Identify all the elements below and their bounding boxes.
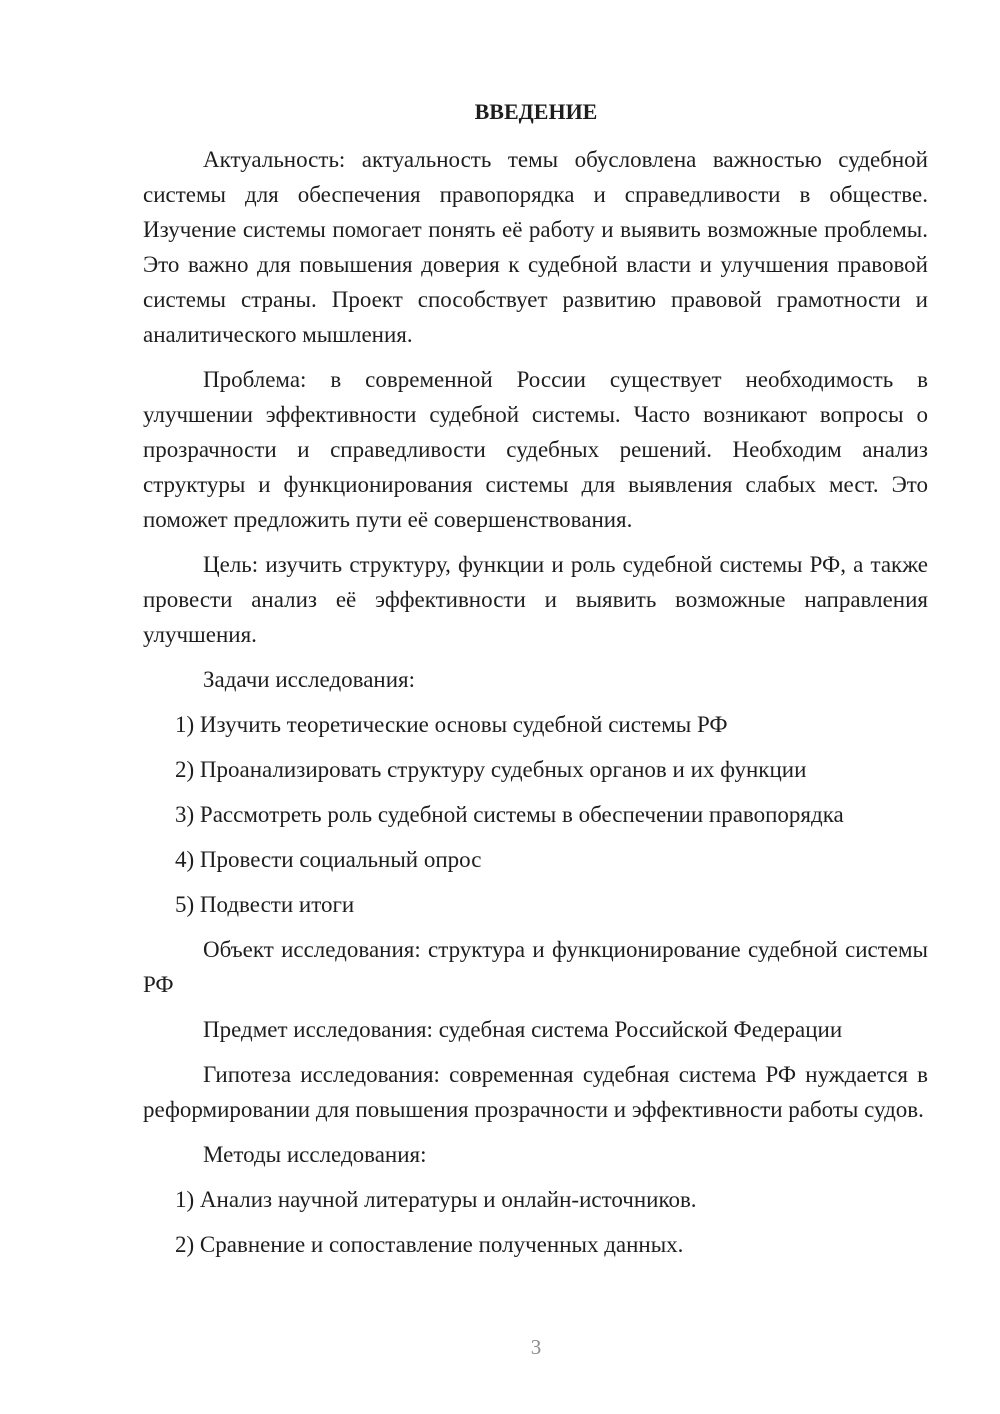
method-item: 1) Анализ научной литературы и онлайн-источников. <box>175 1187 697 1212</box>
tasks-heading: Задачи исследования: <box>203 667 416 692</box>
task-item: 4) Провести социальный опрос <box>175 847 482 872</box>
object-paragraph: Объект исследования: структура и функционирование судебной системы РФ <box>143 937 928 997</box>
relevance-paragraph: Актуальность: актуальность темы обусловлена важностью судебной системы для обеспечения правопорядка и справедливости в обществе. Изучение системы помогает понять её работу и выявить возможные проблемы. Это важно для повышения доверия к судебной власти и улучшения правовой системы страны. Проект способствует развитию правовой грамотности и аналитического мышления. <box>143 147 928 347</box>
document-body <box>143 142 928 1272</box>
task-item: 2) Проанализировать структуру судебных органов и их функции <box>175 757 807 782</box>
task-item: 5) Подвести итоги <box>175 892 355 917</box>
task-item: 1) Изучить теоретические основы судебной системы РФ <box>175 712 728 737</box>
methods-heading: Методы исследования: <box>203 1142 427 1167</box>
subject-paragraph: Предмет исследования: судебная система Российской Федерации <box>203 1017 843 1042</box>
page-title: ВВЕДЕНИЕ <box>474 99 598 124</box>
page-number: 3 <box>530 1335 542 1359</box>
goal-paragraph: Цель: изучить структуру, функции и роль судебной системы РФ, а также провести анализ её эффективности и выявить возможные направления улучшения. <box>143 552 928 647</box>
hypothesis-paragraph: Гипотеза исследования: современная судебная система РФ нуждается в реформировании для повышения прозрачности и эффективности работы судов. <box>143 1062 928 1122</box>
task-item: 3) Рассмотреть роль судебной системы в обеспечении правопорядка <box>175 802 844 827</box>
method-item: 2) Сравнение и сопоставление полученных данных. <box>175 1232 684 1257</box>
problem-paragraph: Проблема: в современной России существует необходимость в улучшении эффективности судебной системы. Часто возникают вопросы о прозрачности и справедливости судебных решений. Необходим анализ структуры и функционирования системы для выявления слабых мест. Это поможет предложить пути её совершенствования. <box>143 367 928 532</box>
